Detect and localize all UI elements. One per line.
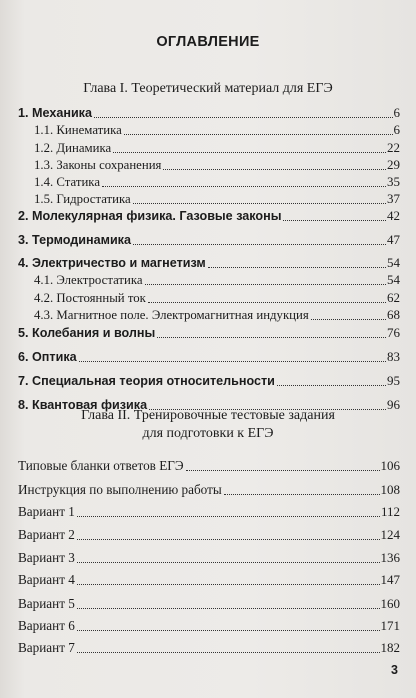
toc-entry-label: Вариант 3 xyxy=(18,550,75,565)
toc-entry-page: 29 xyxy=(387,157,400,172)
toc-entry-label: 1.3. Законы сохранения xyxy=(34,158,162,172)
toc-entry-page: 124 xyxy=(380,527,400,542)
toc-entry xyxy=(18,230,400,248)
dot-leader xyxy=(277,385,386,386)
toc-entry-page: 47 xyxy=(387,232,400,247)
toc-entry-label: 7. Специальная теория относительности xyxy=(18,374,275,388)
toc-entry xyxy=(34,305,400,323)
toc-entry xyxy=(34,288,400,306)
toc-entry-label: Вариант 4 xyxy=(18,572,75,587)
toc-entry xyxy=(18,371,400,389)
toc-entry-label: 1.1. Кинематика xyxy=(34,123,122,137)
toc-entry xyxy=(34,189,400,207)
toc-entry xyxy=(34,138,400,156)
dot-leader xyxy=(77,562,380,563)
toc-entry xyxy=(18,253,400,271)
dot-leader xyxy=(113,152,386,153)
dot-leader xyxy=(124,134,393,135)
toc-entry-page: 108 xyxy=(380,482,400,497)
toc-entry xyxy=(18,548,400,566)
toc-entry xyxy=(18,502,400,520)
dot-leader xyxy=(77,539,380,540)
toc-entry-label: Вариант 6 xyxy=(18,618,75,633)
toc-entry-page: 106 xyxy=(380,458,400,473)
toc-entry-label: 1.5. Гидростатика xyxy=(34,192,131,206)
toc-entry-label: 4. Электричество и магнетизм xyxy=(18,256,206,270)
toc-entry-page: 147 xyxy=(380,572,400,587)
toc-entry xyxy=(34,155,400,173)
toc-entry-page: 95 xyxy=(387,373,400,388)
toc-entry-label: 4.1. Электростатика xyxy=(34,273,143,287)
dot-leader xyxy=(133,244,386,245)
toc-entry-page: 96 xyxy=(387,397,400,412)
toc-entry-page: 171 xyxy=(380,618,400,633)
toc-entry xyxy=(18,103,400,121)
toc-entry xyxy=(18,206,400,224)
toc-entry-page: 83 xyxy=(387,349,400,364)
toc-entry-page: 35 xyxy=(387,174,400,189)
dot-leader xyxy=(77,630,380,631)
toc-entry-label: 3. Термодинамика xyxy=(18,233,131,247)
toc-entry xyxy=(18,456,400,474)
dot-leader xyxy=(186,470,380,471)
toc-entry-label: 4.2. Постоянный ток xyxy=(34,291,146,305)
toc-entry xyxy=(18,638,400,656)
dot-leader xyxy=(133,203,386,204)
dot-leader xyxy=(145,284,386,285)
toc-entry xyxy=(18,570,400,588)
toc-entry xyxy=(18,347,400,365)
toc-entry-page: 6 xyxy=(393,122,400,137)
toc-entry-page: 6 xyxy=(393,105,400,120)
toc-entry xyxy=(18,525,400,543)
toc-entry-page: 22 xyxy=(387,140,400,155)
toc-entry-page: 76 xyxy=(387,325,400,340)
page-number: 3 xyxy=(391,663,398,677)
toc-entry-page: 136 xyxy=(380,550,400,565)
toc-entry-label: 6. Оптика xyxy=(18,350,77,364)
toc-entry-label: Инструкция по выполнению работы xyxy=(18,482,222,497)
chapter-2-title-line-2: для подготовки к ЕГЭ xyxy=(142,426,274,441)
toc-entry xyxy=(18,616,400,634)
dot-leader xyxy=(79,361,386,362)
dot-leader xyxy=(163,169,386,170)
toc-entry-label: Вариант 5 xyxy=(18,596,75,611)
toc-entry-label: 2. Молекулярная физика. Газовые законы xyxy=(18,209,282,223)
toc-entry-page: 54 xyxy=(387,272,400,287)
dot-leader xyxy=(311,319,386,320)
dot-leader xyxy=(283,220,386,221)
dot-leader xyxy=(94,117,393,118)
dot-leader xyxy=(77,584,380,585)
dot-leader xyxy=(77,652,380,653)
toc-entry-label: 8. Квантовая физика xyxy=(18,398,148,412)
dot-leader xyxy=(77,608,380,609)
toc-entry-page: 182 xyxy=(380,640,400,655)
toc-entry-page: 68 xyxy=(387,307,400,322)
toc-entry xyxy=(18,480,400,498)
toc-entry xyxy=(34,270,400,288)
toc-entry-label: Вариант 7 xyxy=(18,640,75,655)
toc-entry-label: Вариант 2 xyxy=(18,527,75,542)
dot-leader xyxy=(148,302,386,303)
toc-entry xyxy=(18,594,400,612)
toc-entry-page: 112 xyxy=(380,504,400,519)
dot-leader xyxy=(224,494,380,495)
toc-entry-page: 160 xyxy=(380,596,400,611)
toc-entry-label: Типовые бланки ответов ЕГЭ xyxy=(18,458,184,473)
page-title: ОГЛАВЛЕНИЕ xyxy=(156,34,260,50)
toc-entry-page: 54 xyxy=(387,255,400,270)
toc-entry-label: 1.2. Динамика xyxy=(34,141,112,155)
toc-entry-page: 37 xyxy=(387,191,400,206)
dot-leader xyxy=(157,337,386,338)
chapter-2-title-line-1: Глава II. Тренировочные тестовые задания xyxy=(81,408,335,423)
toc-entry-label: Вариант 1 xyxy=(18,504,75,519)
toc-entry-page: 62 xyxy=(387,290,400,305)
toc-entry xyxy=(18,323,400,341)
chapter-1-title: Глава I. Теоретический материал для ЕГЭ xyxy=(83,81,333,96)
toc-entry-page: 42 xyxy=(387,208,400,223)
toc-entry xyxy=(34,120,400,138)
chapter-2-title xyxy=(0,407,416,443)
toc-entry-label: 4.3. Магнитное поле. Электромагнитная индукция xyxy=(34,308,309,322)
toc-entry-label: 1. Механика xyxy=(18,106,92,120)
toc-entry-label: 5. Колебания и волны xyxy=(18,326,156,340)
dot-leader xyxy=(102,186,386,187)
dot-leader xyxy=(208,267,386,268)
toc-entry xyxy=(34,172,400,190)
dot-leader xyxy=(77,516,380,517)
toc-entry-label: 1.4. Статика xyxy=(34,175,101,189)
